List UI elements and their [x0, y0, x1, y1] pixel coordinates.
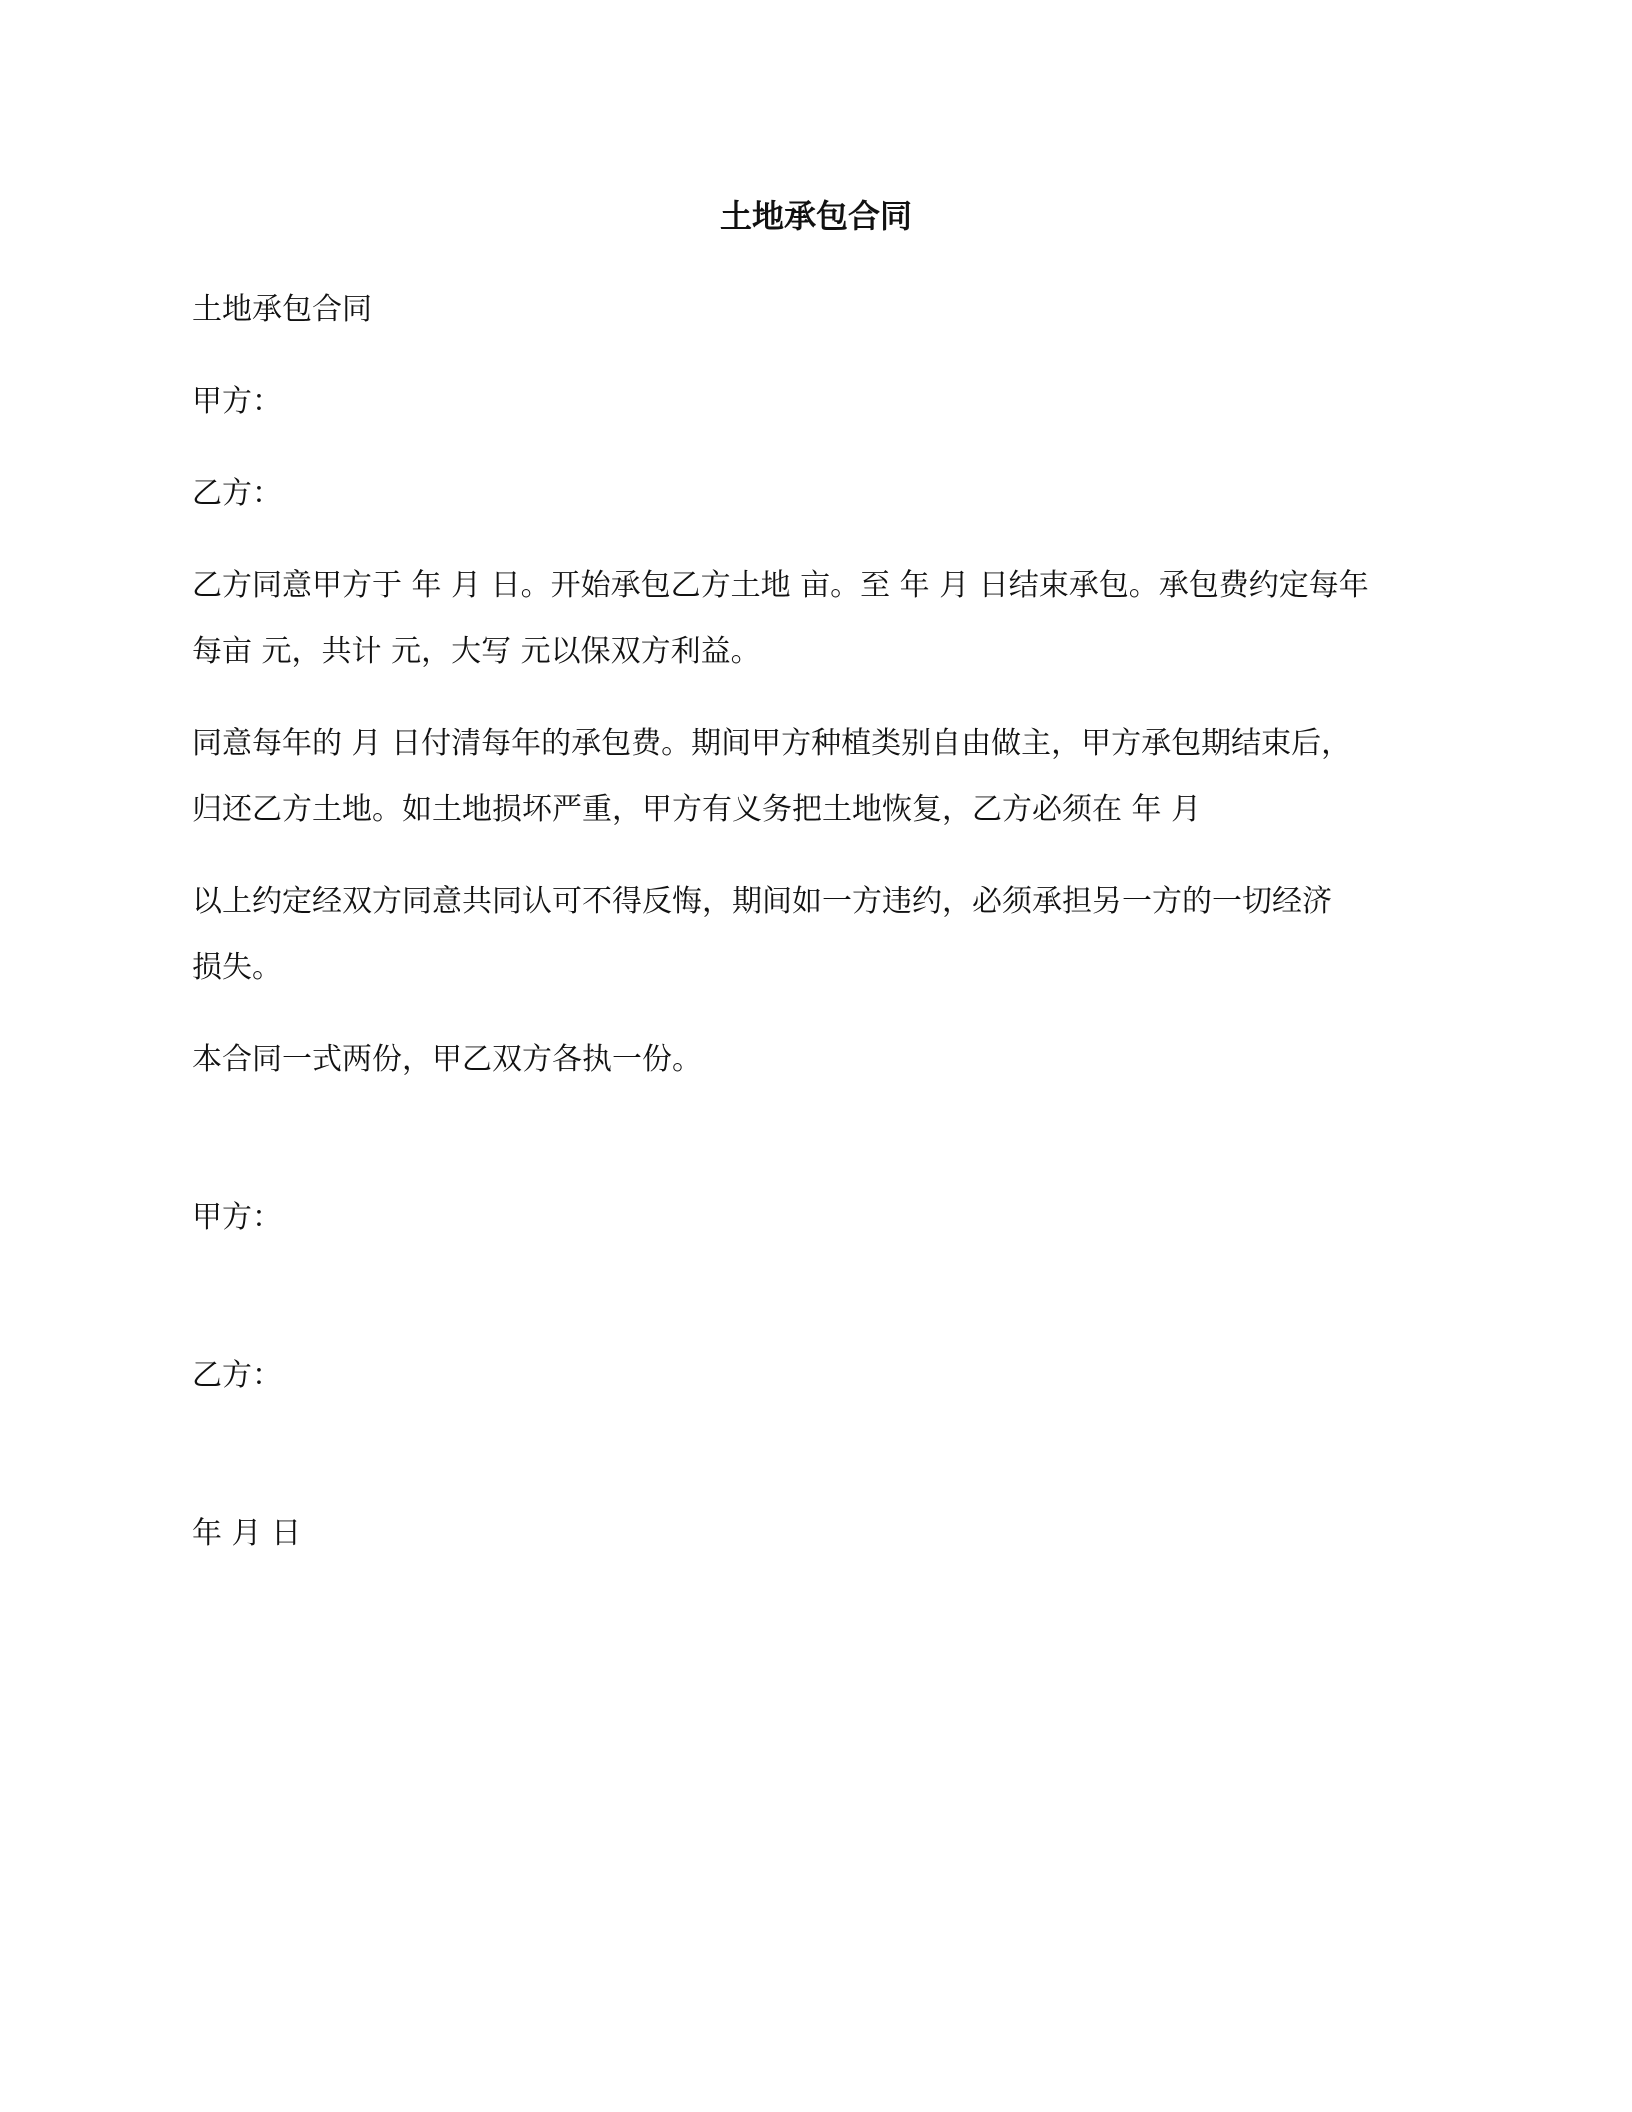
signature-date: 年 月 日	[192, 1516, 302, 1551]
clause-1-line-1: 乙方同意甲方于 年 月 日。开始承包乙方土地 亩。至 年 月 日结束承包。承包费约定每年	[192, 568, 1369, 603]
clause-1-line-2: 每亩 元，共计 元，大写 元以保双方利益。	[192, 634, 761, 669]
document-subtitle: 土地承包合同	[192, 292, 372, 327]
party-b-header: 乙方：	[192, 476, 282, 511]
clause-4-line-1: 本合同一式两份，甲乙双方各执一份。	[192, 1042, 702, 1077]
clause-3-line-2: 损失。	[192, 950, 282, 985]
clause-2-line-2: 归还乙方土地。如土地损坏严重，甲方有义务把土地恢复，乙方必须在 年 月	[192, 792, 1202, 827]
clause-3-line-1: 以上约定经双方同意共同认可不得反悔，期间如一方违约，必须承担另一方的一切经济	[192, 884, 1332, 919]
party-a-header: 甲方：	[192, 384, 282, 419]
signature-party-b: 乙方：	[192, 1358, 282, 1393]
clause-2-line-1: 同意每年的 月 日付清每年的承包费。期间甲方种植类别自由做主，甲方承包期结束后，	[192, 726, 1352, 761]
document-title: 土地承包合同	[719, 197, 912, 235]
signature-party-a: 甲方：	[192, 1200, 282, 1235]
